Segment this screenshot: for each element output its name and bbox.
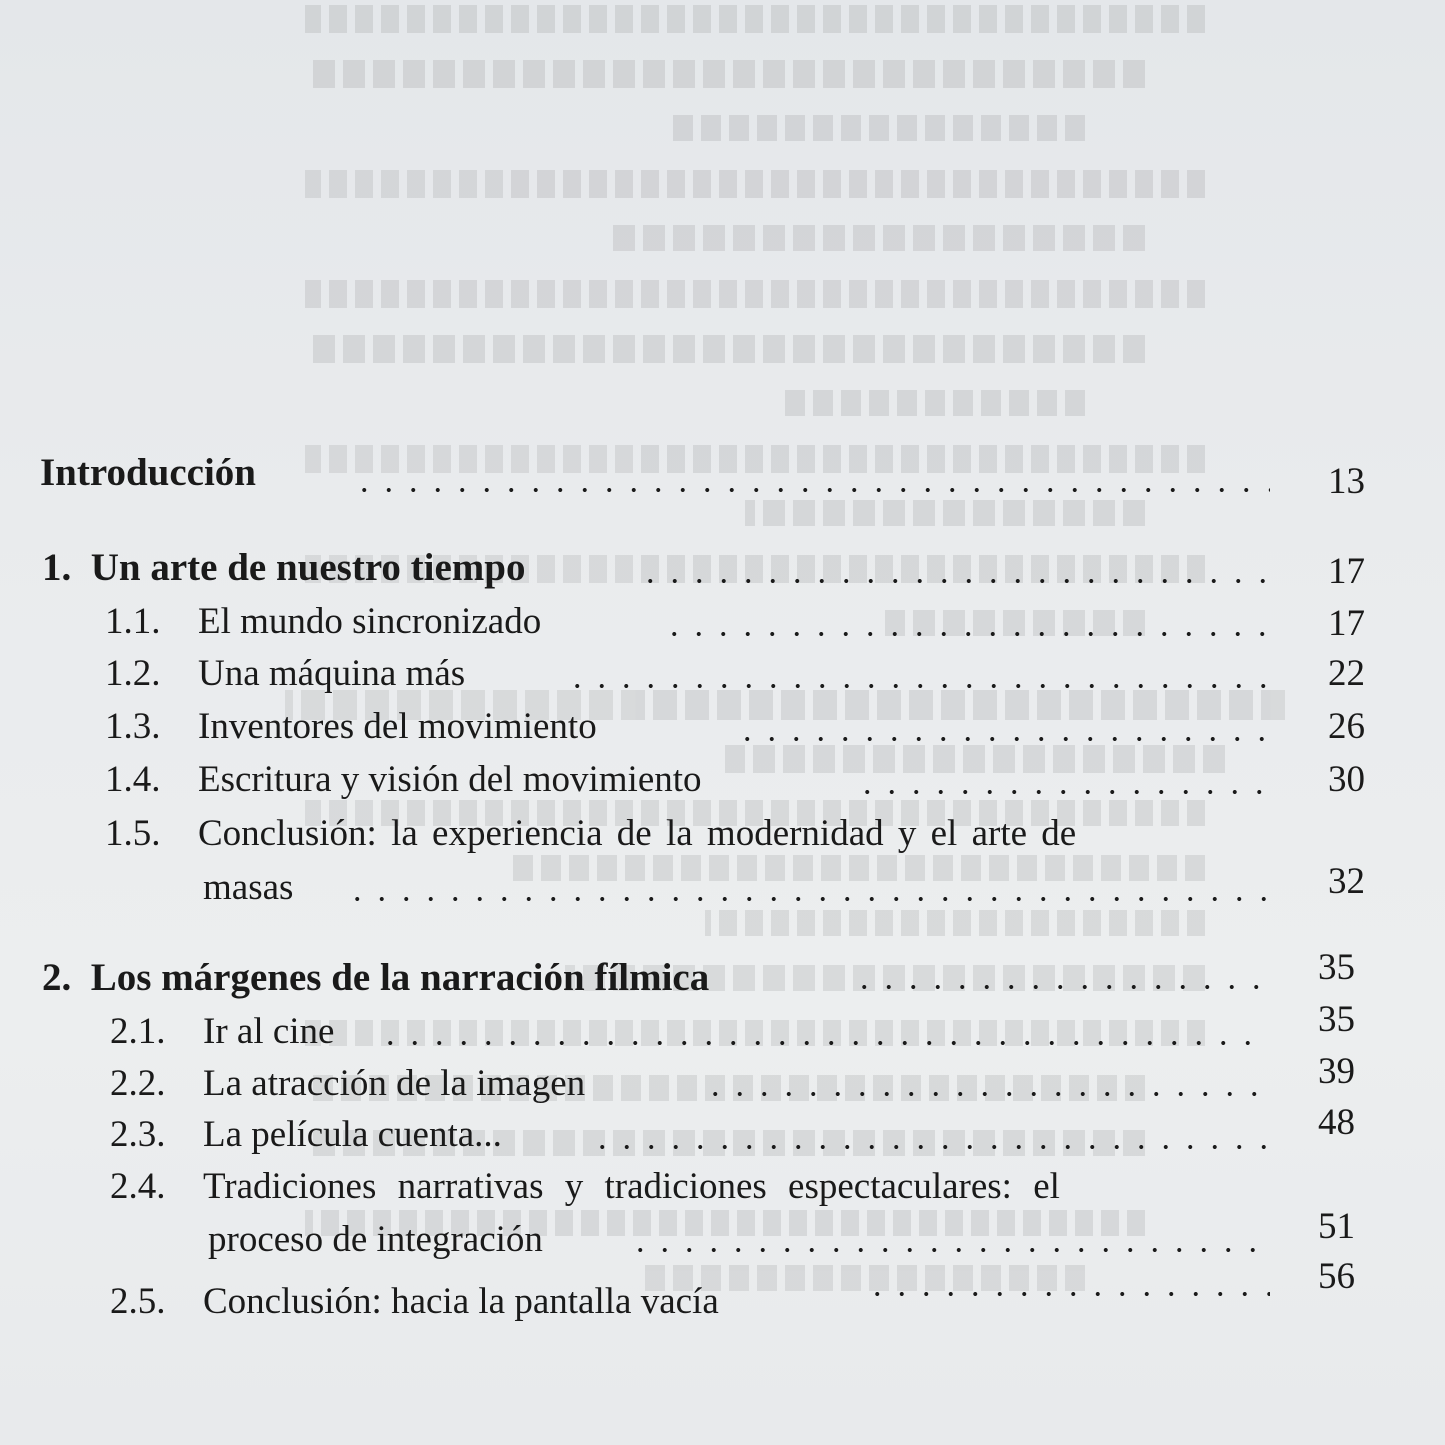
- section-page: 51: [1318, 1206, 1355, 1247]
- section-page: 32: [1328, 861, 1365, 902]
- dot-leader: [345, 897, 1270, 901]
- dot-leader: [378, 1041, 1270, 1045]
- chapter-number: 2.: [42, 956, 72, 999]
- section-page: 39: [1318, 1051, 1355, 1092]
- section-title: Una máquina más: [198, 653, 466, 694]
- section-title: Ir al cine: [203, 1011, 335, 1052]
- chapter-number: 1.: [42, 546, 72, 589]
- section-title: Conclusión: hacia la pantalla vacía: [203, 1281, 719, 1322]
- section-title: Inventores del movimiento: [198, 706, 597, 747]
- section-page: 48: [1318, 1102, 1355, 1143]
- section-title: La atracción de la imagen: [203, 1063, 586, 1104]
- chapter-title: Los márgenes de la narración fílmica: [90, 956, 710, 999]
- dot-leader: [352, 488, 1270, 492]
- dot-leader: [703, 1092, 1270, 1096]
- dot-leader: [565, 684, 1270, 688]
- dot-leader: [590, 1145, 1270, 1149]
- section-number: 1.1.: [105, 601, 161, 642]
- section-number: 2.4.: [110, 1166, 166, 1207]
- dot-leader: [638, 579, 1270, 583]
- section-title-line-2: masas: [203, 867, 294, 908]
- section-number: 1.4.: [105, 759, 161, 800]
- toc-chapter-1-page: 17: [1328, 551, 1365, 592]
- dot-leader: [852, 985, 1270, 989]
- dot-leader: [662, 632, 1270, 636]
- toc-chapter-1: [42, 545, 525, 590]
- section-number: 2.3.: [110, 1114, 166, 1155]
- section-page: 22: [1328, 653, 1365, 694]
- section-title: El mundo sincronizado: [198, 601, 542, 642]
- section-page: 30: [1328, 759, 1365, 800]
- dot-leader: [735, 737, 1270, 741]
- section-page: 26: [1328, 706, 1365, 747]
- dot-leader: [628, 1248, 1270, 1252]
- toc-chapter-2-page: 35: [1318, 947, 1355, 988]
- section-page: 17: [1328, 603, 1365, 644]
- section-title-line-2: proceso de integración: [208, 1219, 543, 1260]
- section-title: La película cuenta...: [203, 1114, 502, 1155]
- section-number: 1.2.: [105, 653, 161, 694]
- toc-intro-page: 13: [1328, 461, 1365, 502]
- section-page: 35: [1318, 999, 1355, 1040]
- section-number: 1.3.: [105, 706, 161, 747]
- chapter-title: Un arte de nuestro tiempo: [90, 546, 526, 589]
- section-title: Escritura y visión del movimiento: [198, 759, 702, 800]
- section-title-line-1: Conclusión: la experiencia de la modernidad y el arte de: [198, 813, 1077, 854]
- dot-leader: [855, 790, 1270, 794]
- toc-chapter-2: [42, 955, 709, 1000]
- section-number: 2.5.: [110, 1281, 166, 1322]
- section-number: 2.2.: [110, 1063, 166, 1104]
- section-number: 2.1.: [110, 1011, 166, 1052]
- section-page: 56: [1318, 1256, 1355, 1297]
- toc-intro-title: Introducción: [40, 451, 256, 494]
- dot-leader: [865, 1292, 1270, 1296]
- section-title-line-1: Tradiciones narrativas y tradiciones espectaculares: el: [203, 1166, 1060, 1207]
- section-number: 1.5.: [105, 813, 161, 854]
